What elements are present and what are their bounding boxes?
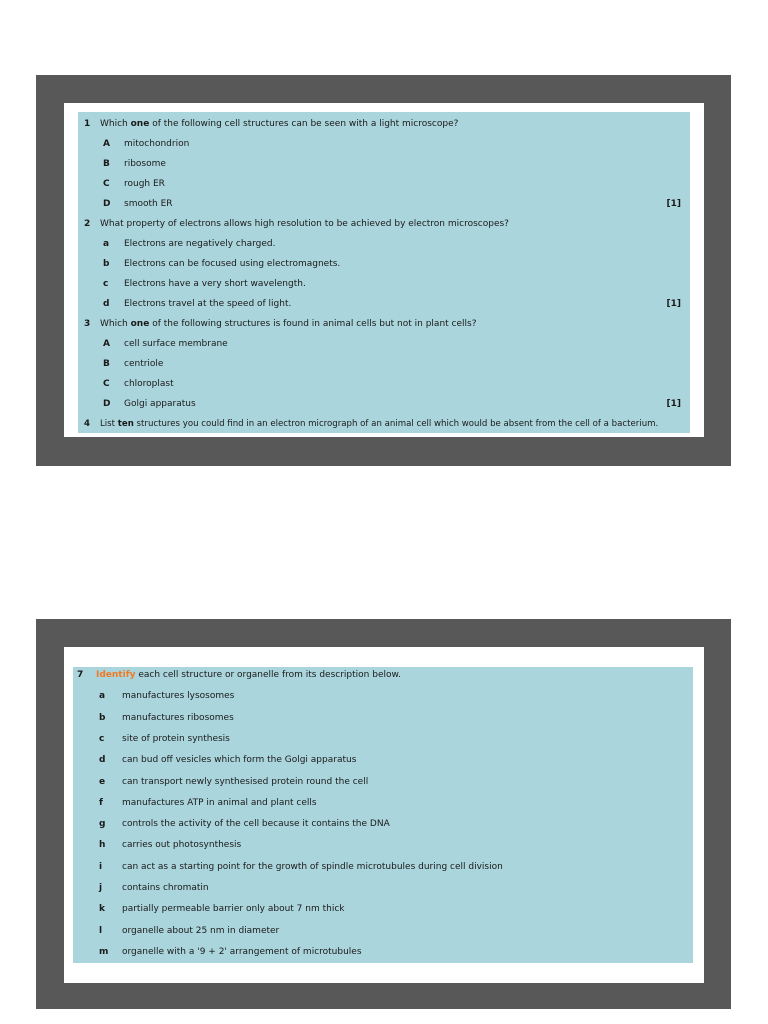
option-letter: a <box>103 239 110 249</box>
option-text: mitochondrion <box>124 139 190 149</box>
list-item <box>73 857 693 878</box>
question-7 <box>73 665 693 686</box>
question-number: 2 <box>84 219 91 229</box>
option-item <box>78 174 690 194</box>
question-text: What property of electrons allows high resolution to be achieved by electron microscopes? <box>100 219 509 229</box>
option-item <box>78 354 690 374</box>
slide-question-7 <box>36 619 731 1009</box>
item-text: can act as a starting point for the growth of spindle microtubules during cell division <box>122 861 503 872</box>
option-item <box>78 134 690 154</box>
list-item <box>73 793 693 814</box>
question-3 <box>78 314 690 334</box>
option-letter: D <box>103 199 111 209</box>
option-letter: C <box>103 379 110 389</box>
option-letter: A <box>103 139 110 149</box>
mark-label: [1] <box>666 199 681 209</box>
list-item <box>73 708 693 729</box>
question-number: 3 <box>84 319 91 329</box>
list-item <box>73 814 693 835</box>
option-text: centriole <box>124 359 164 369</box>
option-item <box>78 294 690 314</box>
question-text: Identify each cell structure or organelle from its description below. <box>96 670 401 680</box>
question-panel <box>73 667 693 963</box>
item-letter: i <box>99 861 103 872</box>
option-text: Electrons can be focused using electromagnets. <box>124 259 341 269</box>
option-text: Golgi apparatus <box>124 399 196 409</box>
option-item <box>78 254 690 274</box>
item-letter: h <box>99 840 106 851</box>
item-text: partially permeable barrier only about 7 nm thick <box>122 904 345 915</box>
option-letter: b <box>103 259 110 269</box>
option-text: cell surface membrane <box>124 339 228 349</box>
option-item <box>78 394 690 414</box>
item-letter: f <box>99 797 103 808</box>
list-item <box>73 878 693 899</box>
option-text: rough ER <box>124 179 165 189</box>
option-text: ribosome <box>124 159 166 169</box>
item-text: controls the activity of the cell because it contains the DNA <box>122 819 390 830</box>
item-letter: d <box>99 755 106 766</box>
mark-label: [1] <box>666 399 681 409</box>
list-item <box>73 835 693 856</box>
mark-label: [1] <box>666 299 681 309</box>
question-text: List ten structures you could find in an electron micrograph of an animal cell which would be absent from the cell of a bacterium. <box>100 419 659 429</box>
question-text: Which one of the following cell structures can be seen with a light microscope? <box>100 119 459 129</box>
option-text: Electrons have a very short wavelength. <box>124 279 306 289</box>
list-item <box>73 899 693 920</box>
option-letter: B <box>103 359 110 369</box>
item-letter: l <box>99 925 103 936</box>
slide-questions-1-4 <box>36 75 731 466</box>
item-letter: k <box>99 904 105 915</box>
list-item <box>73 772 693 793</box>
item-text: site of protein synthesis <box>122 733 230 744</box>
option-text: chloroplast <box>124 379 174 389</box>
item-letter: m <box>99 946 109 957</box>
list-item <box>73 686 693 707</box>
question-1 <box>78 114 690 134</box>
item-text: can bud off vesicles which form the Golgi apparatus <box>122 755 357 766</box>
question-2 <box>78 214 690 234</box>
item-letter: b <box>99 712 106 723</box>
option-item <box>78 334 690 354</box>
item-text: manufactures ATP in animal and plant cells <box>122 797 317 808</box>
item-text: contains chromatin <box>122 883 209 893</box>
question-number: 1 <box>84 119 91 129</box>
option-text: Electrons are negatively charged. <box>124 239 276 249</box>
item-text: organelle with a '9 + 2' arrangement of microtubules <box>122 946 362 957</box>
list-item <box>73 942 693 963</box>
question-panel <box>78 112 690 433</box>
option-text: Electrons travel at the speed of light. <box>124 299 292 309</box>
option-letter: A <box>103 339 110 349</box>
option-letter: d <box>103 299 110 309</box>
item-text: manufactures lysosomes <box>122 691 235 702</box>
question-text: Which one of the following structures is found in animal cells but not in plant cells? <box>100 319 477 329</box>
option-item <box>78 194 690 214</box>
item-text: organelle about 25 nm in diameter <box>122 925 280 936</box>
item-text: carries out photosynthesis <box>122 840 242 851</box>
list-item <box>73 750 693 771</box>
slide-page <box>64 103 704 437</box>
question-number: 4 <box>84 419 90 429</box>
item-text: manufactures ribosomes <box>122 712 234 723</box>
option-item <box>78 274 690 294</box>
option-letter: c <box>103 279 109 289</box>
option-item <box>78 374 690 394</box>
question-4 <box>78 414 690 434</box>
option-item <box>78 154 690 174</box>
list-item <box>73 921 693 942</box>
option-item <box>78 234 690 254</box>
item-letter: c <box>99 733 105 744</box>
command-word: Identify <box>96 670 136 680</box>
option-letter: C <box>103 179 110 189</box>
option-letter: B <box>103 159 110 169</box>
item-letter: g <box>99 819 106 830</box>
item-letter: j <box>99 883 103 893</box>
list-item <box>73 729 693 750</box>
item-text: can transport newly synthesised protein round the cell <box>122 776 369 787</box>
item-letter: e <box>99 776 106 787</box>
option-text: smooth ER <box>124 199 173 209</box>
slide-page <box>64 647 704 983</box>
question-number: 7 <box>77 670 84 680</box>
option-letter: D <box>103 399 111 409</box>
item-letter: a <box>99 691 106 702</box>
